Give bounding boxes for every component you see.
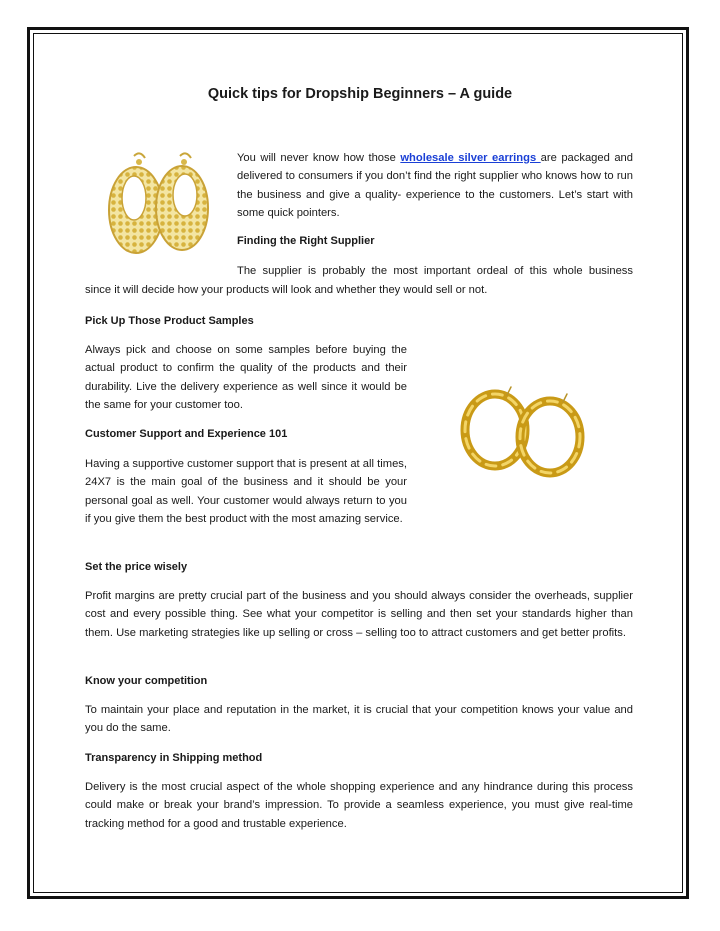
heading-shipping: Transparency in Shipping method — [85, 752, 263, 764]
supplier-paragraph-line1: The supplier is probably the most important ordeal of this whole business — [237, 265, 633, 277]
gold-drop-earrings-image — [96, 150, 220, 258]
heading-product-samples: Pick Up Those Product Samples — [85, 315, 254, 327]
heading-competition: Know your competition — [85, 675, 208, 687]
wholesale-silver-earrings-link[interactable]: wholesale silver earrings — [400, 152, 541, 164]
supplier-paragraph-rest: since it will decide how your products will look and whether they would sell or not. — [85, 284, 488, 296]
customer-support-paragraph: Having a supportive customer support that is present at all times, 24X7 is the main goal of the business and it should be your personal goal as well. Your customer would always return to you if you give them the best product with the most amazing service. — [85, 458, 407, 525]
gold-twisted-hoop-earrings-image — [455, 385, 595, 480]
price-paragraph: Profit margins are pretty crucial part of the business and you should always consider the overheads, supplier cost and every possible thing. See what your competitor is selling and then set your standards higher than them. Use marketing strategies like up selling or cross – selling too to attract customers and get better profits. — [85, 590, 633, 639]
competition-paragraph: To maintain your place and reputation in the market, it is crucial that your competition knows your value and you do the same. — [85, 704, 633, 735]
heading-finding-supplier: Finding the Right Supplier — [237, 235, 375, 247]
intro-text-before-link: You will never know how those — [237, 152, 401, 164]
page-title: Quick tips for Dropship Beginners – A guide — [207, 86, 513, 102]
intro-text-after-link: are packaged and delivered to consumers if you don’t find the right supplier who knows how to run the business and give a quality- experience to the customers. Let’s start with some quick pointers. — [237, 152, 634, 219]
heading-customer-support: Customer Support and Experience 101 — [85, 428, 288, 440]
intro-paragraph — [237, 149, 633, 222]
heading-price: Set the price wisely — [85, 561, 188, 573]
shipping-paragraph: Delivery is the most crucial aspect of the whole shopping experience and any hindrance during this process could make or break your brand’s impression. To provide a seamless experience, you must give real-time tracking method for a good and trustable experience. — [85, 781, 633, 830]
samples-paragraph: Always pick and choose on some samples before buying the actual product to confirm the quality of the products and their durability. Live the delivery experience as well since it would be the same for your customer too. — [85, 344, 407, 411]
